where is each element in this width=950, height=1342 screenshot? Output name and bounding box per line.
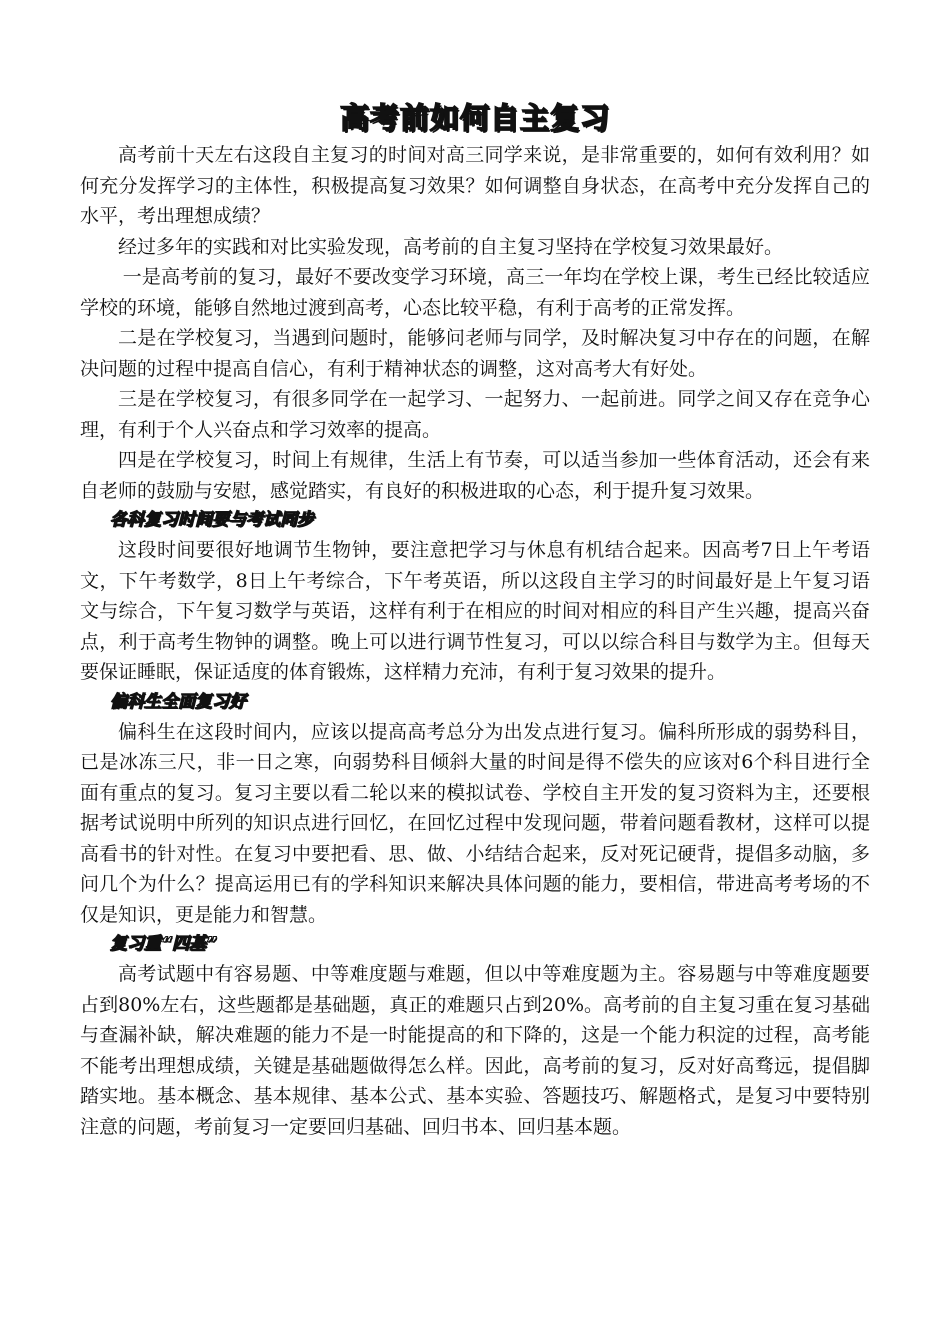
paragraph-finding: 经过多年的实践和对比实验发现，高考前的自主复习坚持在学校复习效果最好。 <box>118 235 784 258</box>
paragraph-reason-four: 四是在学校复习，时间上有规律，生活上有节奏，可以适当参加一些体育活动，还会有来自老师的鼓励与安慰，感觉踏实，有良好的积极进取的心态，利于提升复习效果。 <box>80 449 870 502</box>
paragraph-reason-two: 二是在学校复习，当遇到问题时，能够问老师与同学，及时解决复习中存在的问题，在解决问题的过程中提高自信心，有利于精神状态的调整，这对高考大有好处。 <box>80 327 870 380</box>
paragraph-weak-subjects: 偏科生在这段时间内，应该以提高高考总分为出发点进行复习。偏科所形成的弱势科目，已是冰冻三尺，非一日之寒，向弱势科目倾斜大量的时间是得不偿失的应该对6个科目进行全面有重点的复习。复习主要以看二轮以来的模拟试卷、学校自主开发的复习资料为主，还要根据考试说明中所列的知识点进行回忆，在回忆过程中发现问题，带着问题看教材，这样可以提高看书的针对性。在复习中要把看、思、做、小结结合起来，反对死记硬背，提倡多动脑，多问几个为什么？提高运用已有的学科知识来解决具体问题的能力，要相信，带进高考考场的不仅是知识，更是能力和智慧。 <box>80 720 870 926</box>
section-heading-four-basics: 复习重“四基” <box>110 934 217 954</box>
section-heading-schedule: 各科复习时间要与考试同步 <box>110 510 314 530</box>
paragraph-reason-one: 一是高考前的复习，最好不要改变学习环境，高三一年均在学校上课，考生已经比较适应学校的环境，能够自然地过渡到高考，心态比较平稳，有利于高考的正常发挥。 <box>80 266 870 319</box>
paragraph-schedule: 这段时间要很好地调节生物钟，要注意把学习与休息有机结合起来。因高考7日上午考语文，下午考数学，8日上午考综合，下午考英语，所以这段自主学习的时间最好是上午复习语文与综合，下午复习数学与英语，这样有利于在相应的时间对相应的科目产生兴趣，提高兴奋点，利于高考生物钟的调整。晚上可以进行调节性复习，可以以综合科目与数学为主。但每天要保证睡眠，保证适度的体育锻炼，这样精力充沛，有利于复习效果的提升。 <box>80 539 870 683</box>
paragraph-reason-three: 三是在学校复习，有很多同学在一起学习、一起努力、一起前进。同学之间又存在竞争心理，有利于个人兴奋点和学习效率的提高。 <box>80 388 870 441</box>
page-title: 高考前如何自主复习 <box>339 101 610 135</box>
section-heading-weak-subjects: 偏科生全面复习好 <box>110 691 246 712</box>
paragraph-four-basics: 高考试题中有容易题、中等难度题与难题，但以中等难度题为主。容易题与中等难度题要占到80%左右，这些题都是基础题，真正的难题只占到20%。高考前的自主复习重在复习基础与查漏补缺，解决难题的能力不是一时能提高的和下降的，这是一个能力积淀的过程，高考能不能考出理想成绩，关键是基础题做得怎么样。因此，高考前的复习，反对好高骛远，提倡脚踏实地。基本概念、基本规律、基本公式、基本实验、答题技巧、解题格式，是复习中要特别注意的问题，考前复习一定要回归基础、回归书本、回归基本题。 <box>80 963 870 1138</box>
paragraph-intro: 高考前十天左右这段自主复习的时间对高三同学来说，是非常重要的，如何有效利用？如何充分发挥学习的主体性，积极提高复习效果？如何调整自身状态，在高考中充分发挥自己的水平，考出理想成绩？ <box>80 144 870 227</box>
document-body <box>80 140 870 1142</box>
